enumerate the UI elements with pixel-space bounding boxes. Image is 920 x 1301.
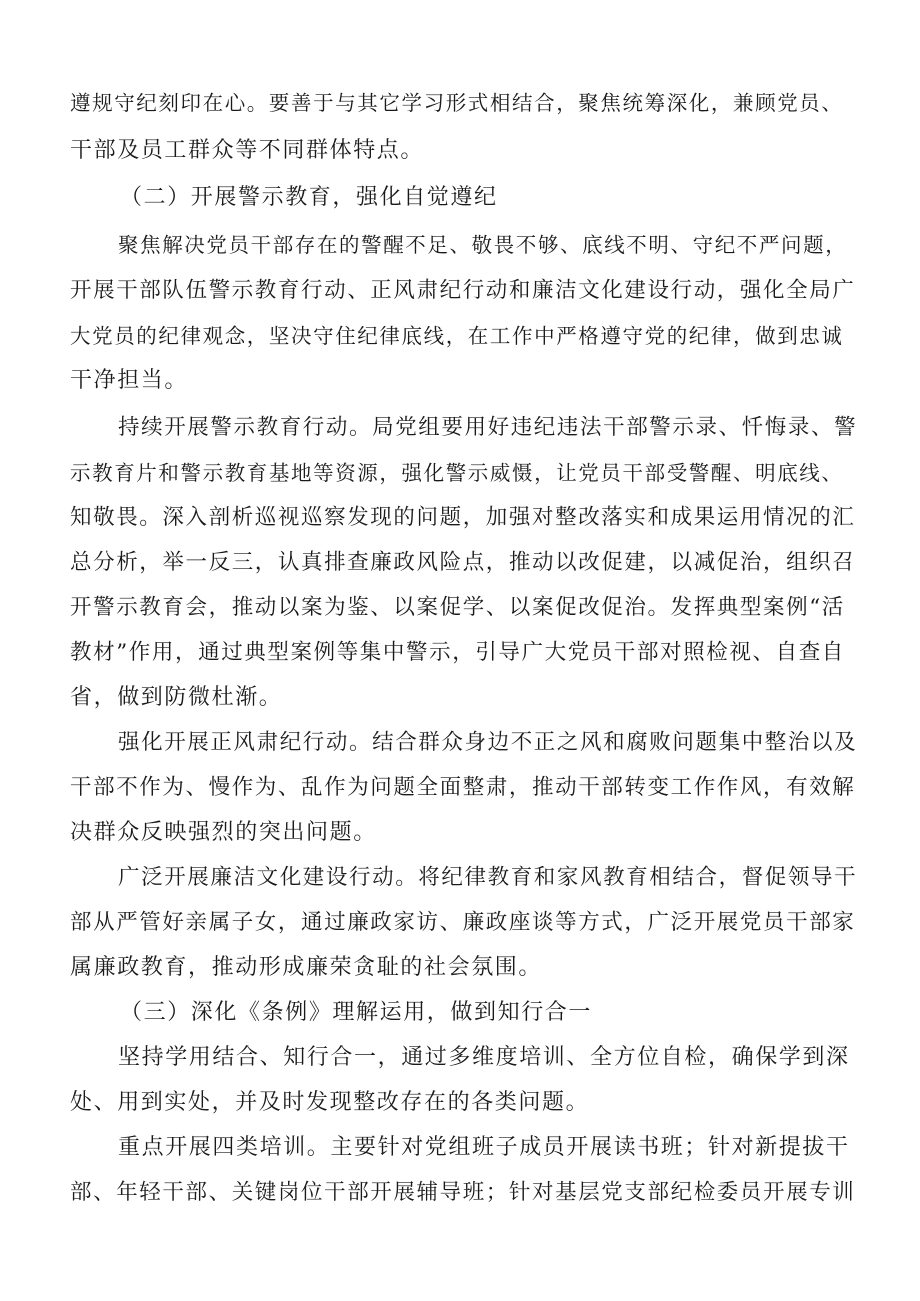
paragraph-first-line: 聚焦解决党员干部存在的警醒不足、敬畏不够、底线不明、守纪不严问题， [118,233,848,257]
body-line: 部、年轻干部、关键岗位干部开展辅导班；针对基层党支部纪检委员开展专训 [70,1180,856,1205]
body-line: 干净担当。 [70,368,189,393]
paragraph-first-line: 重点开展四类培训。主要针对党组班子成员开展读书班；针对新提拔干 [118,1135,850,1160]
paragraph-first-line: 坚持学用结合、知行合一，通过多维度培训、全方位自检，确保学到深 [118,1045,850,1070]
body-line: 遵规守纪刻印在心。要善于与其它学习形式相结合，聚焦统筹深化，兼顾党员、 [70,91,844,115]
body-line: 干部不作为、慢作为、乱作为问题全面整肃，推动干部转变工作作风，有效解 [70,775,856,800]
paragraph-first-line: 持续开展警示教育行动。局党组要用好违纪违法干部警示录、忏悔录、警 [118,415,858,440]
paragraph-first-line: 广泛开展廉洁文化建设行动。将纪律教育和家风教育相结合，督促领导干 [118,865,858,890]
body-line: 总分析，举一反三，认真排查廉政风险点，推动以改促建，以减促治，组织召 [70,550,856,575]
body-line: 决群众反映强烈的突出问题。 [70,820,377,845]
body-line: 处、用到实处，并及时发现整改存在的各类问题。 [70,1090,590,1115]
body-line: 示教育片和警示教育基地等资源，强化警示威慑，让党员干部受警醒、明底线、 [70,461,844,485]
body-line: 省，做到防微杜渐。 [70,685,283,710]
body-line: 开展干部队伍警示教育行动、正风肃纪行动和廉洁文化建设行动，强化全局广 [70,278,856,303]
body-line: 干部及员工群众等不同群体特点。 [70,138,425,163]
body-line: 开警示教育会，推动以案为鉴、以案促学、以案促改促治。发挥典型案例“活 [70,595,845,620]
body-line: 部从严管好亲属子女，通过廉政家访、廉政座谈等方式，广泛开展党员干部家 [70,910,856,935]
body-line: 教材”作用，通过典型案例等集中警示，引导广大党员干部对照检视、自查自 [70,640,845,665]
paragraph-first-line: 强化开展正风肃纪行动。结合群众身边不正之风和腐败问题集中整治以及 [118,730,858,755]
body-line: 知敬畏。深入剖析巡视巡察发现的问题，加强对整改落实和成果运用情况的汇 [70,505,856,530]
body-line: 大党员的纪律观念，坚决守住纪律底线，在工作中严格遵守党的纪律，做到忠诚 [70,324,844,348]
section-heading: （三）深化《条例》理解运用，做到知行合一 [120,1000,593,1025]
body-line: 属廉政教育，推动形成廉荣贪耻的社会氛围。 [70,955,543,980]
section-heading: （二）开展警示教育，强化自觉遵纪 [120,185,498,210]
